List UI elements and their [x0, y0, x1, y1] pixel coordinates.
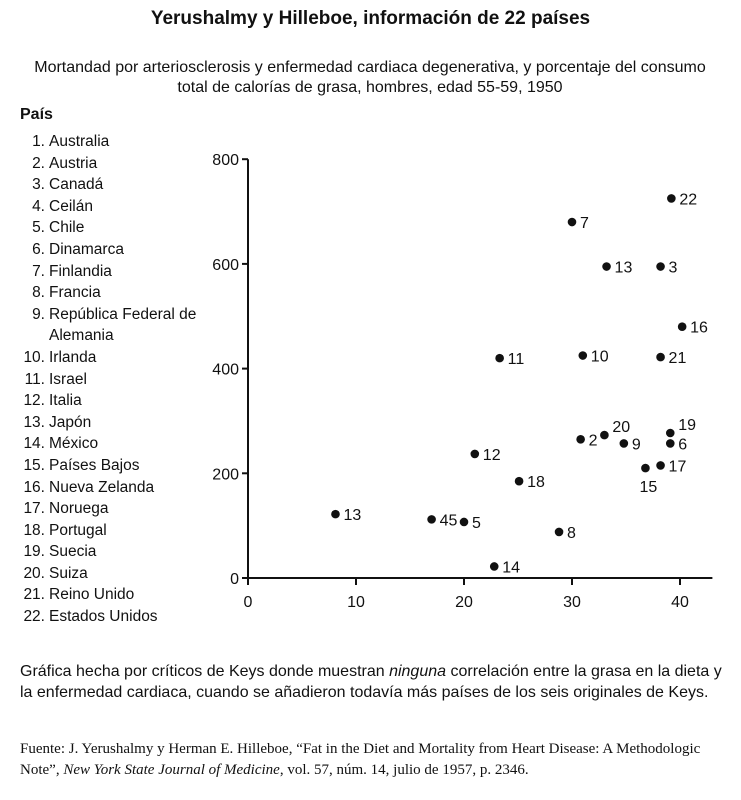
data-point	[641, 464, 650, 473]
legend-item-name: Noruega	[49, 500, 109, 518]
legend-item-name: Finlandia	[49, 262, 112, 280]
legend-item-number: 16.	[23, 478, 45, 496]
data-point	[656, 461, 665, 470]
source-citation	[20, 739, 730, 781]
data-point-label: 11	[507, 351, 525, 369]
chart-axes	[212, 152, 712, 611]
legend-item-number: 19.	[23, 543, 45, 561]
caption-text-before: Gráfica hecha por críticos de Keys donde muestran	[20, 663, 390, 680]
data-point-label: 17	[668, 458, 687, 476]
y-tick-label: 200	[212, 466, 239, 484]
legend-item-name: Dinamarca	[49, 240, 124, 258]
data-point	[656, 262, 665, 271]
data-point	[579, 351, 588, 360]
legend-item-number: 13.	[23, 413, 45, 431]
legend-item-number: 7.	[32, 262, 45, 280]
data-point-label: 18	[527, 474, 545, 492]
legend-item-number: 15.	[23, 456, 45, 474]
data-point-label: 13	[614, 259, 633, 277]
x-tick-label: 20	[455, 594, 473, 611]
data-point	[666, 429, 675, 438]
y-tick-label: 400	[212, 361, 239, 379]
data-point-label: 20	[612, 419, 631, 437]
data-point	[331, 510, 340, 519]
legend-item-name: Israel	[49, 370, 87, 388]
data-point-label: 16	[690, 319, 708, 337]
data-point-label: 5	[472, 514, 481, 532]
x-tick-label: 10	[347, 594, 365, 611]
legend-item-number: 14.	[23, 435, 45, 453]
legend-item-name: Austria	[49, 154, 98, 172]
legend-item-number: 2.	[32, 154, 45, 172]
data-point	[515, 477, 524, 486]
caption-text-after: correlación entre la grasa en la dieta y la enfermedad cardiaca, cuando se añadieron todavía más países de los seis originales de Keys.	[20, 663, 722, 701]
legend-item-number: 6.	[32, 240, 45, 258]
y-tick-label: 0	[230, 571, 239, 588]
legend-item-name: Australia	[49, 133, 110, 150]
legend-item-name: Ceilán	[49, 197, 93, 215]
legend-item-name: Chile	[49, 219, 85, 237]
legend-item-name: México	[49, 435, 99, 453]
legend-title: País	[20, 106, 53, 123]
data-point	[667, 194, 676, 203]
chart-points	[331, 191, 708, 576]
data-point	[678, 322, 687, 331]
data-point-label: 6	[678, 436, 688, 454]
data-point	[471, 450, 480, 459]
y-tick-label: 600	[212, 256, 239, 274]
data-point-label: 21	[668, 350, 687, 368]
source-journal: New York State Journal of Medicine	[63, 762, 280, 778]
data-point	[495, 354, 504, 363]
source-text-after: , vol. 57, núm. 14, julio de 1957, p. 2346.	[279, 762, 529, 778]
x-tick-label: 30	[563, 594, 581, 611]
legend-item-number: 8.	[32, 284, 45, 302]
legend-item-number: 9.	[32, 305, 45, 323]
legend-item-name: Países Bajos	[49, 456, 140, 474]
legend-item-number: 10.	[23, 348, 45, 366]
chart-subtitle: Mortandad por arteriosclerosis y enfermedad cardiaca degenerativa, y porcentaje del consumo total de calorías de grasa, hombres, edad 55-59, 1950	[34, 59, 706, 96]
legend-item-name: República Federal de Alemania	[49, 305, 197, 345]
legend-item-name: Reino Unido	[49, 586, 135, 604]
source-text-before: Fuente: J. Yerushalmy y Herman E. Hilleboe, “Fat in the Diet and Mortality from Heart Disease: A Methodologic Note”,	[20, 741, 701, 778]
legend-item-name: Portugal	[49, 521, 107, 539]
legend-item-name: Japón	[49, 413, 92, 431]
legend-item-number: 12.	[23, 392, 45, 410]
legend-item-name: Irlanda	[49, 348, 97, 366]
legend-item-name: Canadá	[49, 176, 104, 194]
data-point	[656, 353, 665, 362]
legend-item-number: 17.	[23, 500, 45, 518]
legend-item-name: Suecia	[49, 543, 97, 561]
legend-item-number: 22.	[23, 608, 45, 626]
data-point-label: 19	[678, 416, 697, 434]
figure-caption	[20, 661, 730, 703]
data-point-label: 9	[631, 436, 641, 454]
data-point	[602, 262, 611, 271]
caption-emphasis: ninguna	[389, 663, 447, 680]
legend-item-number: 1.	[32, 133, 45, 150]
x-tick-label: 0	[243, 594, 253, 611]
legend-item-name: Estados Unidos	[49, 608, 158, 626]
legend-item-name: Suiza	[49, 564, 88, 582]
data-point-label: 15	[639, 479, 658, 497]
legend-item-number: 5.	[32, 219, 45, 237]
data-point-label: 13	[343, 507, 362, 525]
data-point	[490, 562, 499, 571]
data-point	[460, 518, 469, 527]
data-point	[620, 439, 629, 448]
data-point-label: 22	[679, 191, 698, 209]
legend-item-number: 11.	[24, 370, 45, 388]
data-point-label: 45	[439, 512, 458, 530]
legend-item-name: Francia	[49, 284, 101, 302]
legend-item-number: 18.	[23, 521, 45, 539]
data-point	[555, 528, 564, 537]
legend-item-number: 4.	[32, 197, 45, 215]
x-tick-label: 40	[671, 594, 689, 611]
legend-item-name: Italia	[49, 392, 82, 410]
chart-title: Yerushalmy y Hilleboe, información de 22 países	[150, 8, 591, 29]
data-point-label: 12	[482, 446, 501, 464]
data-point	[576, 435, 585, 444]
data-point-label: 10	[590, 348, 609, 366]
legend-item-name: Nueva Zelanda	[49, 478, 155, 496]
legend-item-number: 20.	[23, 564, 45, 582]
data-point-label: 8	[567, 524, 576, 542]
data-point-label: 14	[502, 559, 521, 577]
data-point-label: 2	[588, 432, 598, 450]
data-point-label: 3	[668, 259, 678, 277]
data-point-label: 7	[580, 215, 589, 233]
legend-item-number: 3.	[32, 176, 45, 194]
data-point	[666, 439, 675, 448]
y-tick-label: 800	[212, 152, 239, 170]
legend-item-number: 21.	[23, 586, 45, 604]
data-point	[427, 515, 436, 524]
data-point	[568, 218, 577, 227]
data-point	[600, 431, 609, 440]
